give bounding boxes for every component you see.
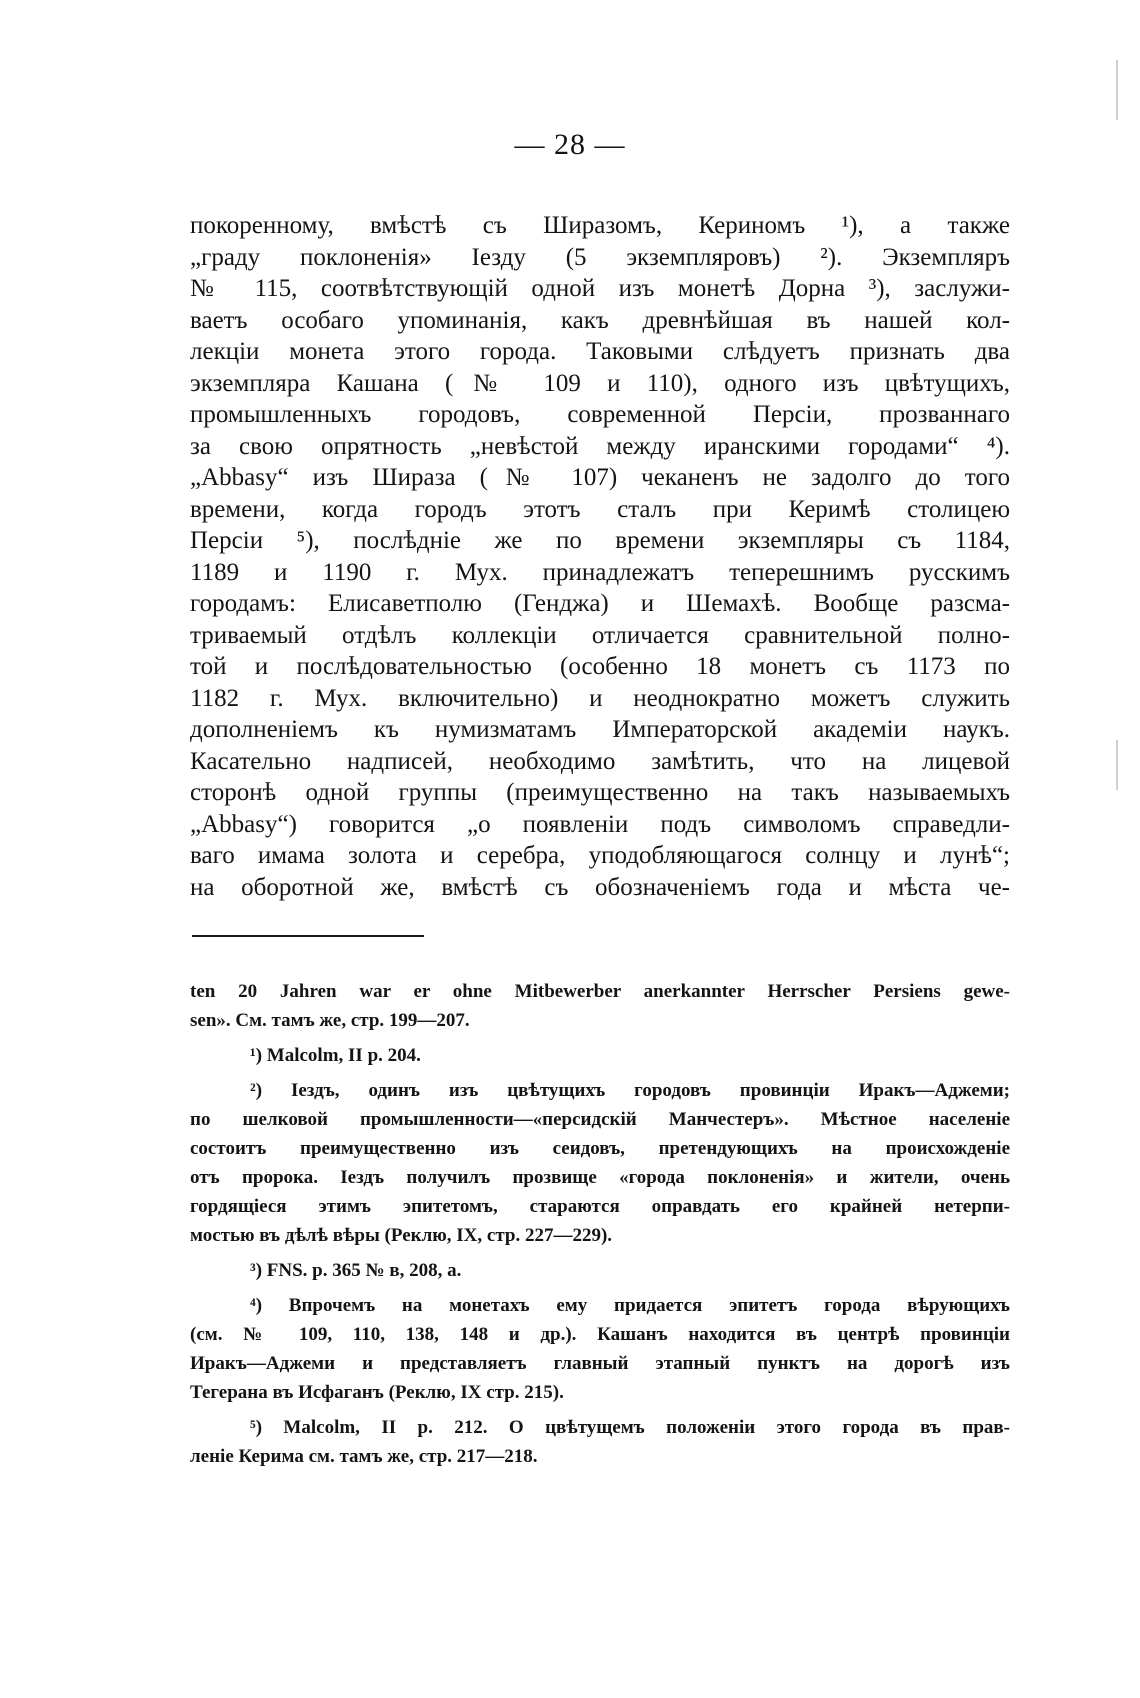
footnote-line: ¹) Malcolm, II p. 204. [250, 1045, 421, 1066]
footnote-separator [192, 935, 424, 937]
footnote-2 [190, 1076, 1010, 1250]
footnote-line: состоитъ преимущественно изъ сеидовъ, претендующихъ на происхожденіе [190, 1138, 1010, 1159]
page-number: — 28 — [514, 128, 626, 161]
footnotes-block [190, 977, 1010, 1471]
text-line: покоренному, вмѣстѣ съ Ширазомъ, Кериномъ ¹), а также [190, 212, 1010, 239]
footnote-line: гордящіеся этимъ эпитетомъ, стараются оправдать его крайней нетерпи- [190, 1196, 1010, 1217]
text-line: ваго имама золота и серебра, уподобляющагося солнцу и лунѣ“; [190, 842, 1010, 869]
footnote-line: ³) FNS. p. 365 № в, 208, а. [250, 1260, 462, 1281]
text-line: сторонѣ одной группы (преимущественно на такъ называемыхъ [190, 779, 1010, 806]
footnote-line: ⁴) Впрочемъ на монетахъ ему придается эпитетъ города вѣрующихъ [250, 1295, 1010, 1316]
footnote-3 [190, 1256, 1010, 1285]
footnote-line: sen». См. тамъ же, стр. 199—207. [190, 1010, 470, 1031]
text-line: городамъ: Елисаветполю (Генджа) и Шемахѣ. Вообще разсма- [190, 590, 1010, 617]
text-line: на оборотной же, вмѣстѣ съ обозначеніемъ года и мѣста че- [190, 873, 1010, 901]
footnote-line: по шелковой промышленности—«персидскій Манчестеръ». Мѣстное населеніе [190, 1109, 1010, 1130]
footnote-line: Иракъ—Аджеми и представляетъ главный этапный пунктъ на дорогѣ изъ [190, 1353, 1010, 1374]
footnote-line: леніе Керима см. тамъ же, стр. 217—218. [190, 1446, 538, 1467]
text-line: „граду поклоненія» Iезду (5 экземпляровъ) ²). Экземпляръ [190, 243, 1010, 271]
text-line: ваетъ особаго упоминанія, какъ древнѣйшая въ нашей кол- [190, 306, 1010, 334]
text-line: триваемый отдѣлъ коллекціи отличается сравнительной полно- [190, 621, 1010, 649]
footnote-1 [190, 1041, 1010, 1070]
text-line: за свою опрятность „невѣстой между иранскими городами“ ⁴). [190, 432, 1010, 460]
text-line: „Abbasy“) говорится „о появленіи подъ символомъ справедли- [190, 810, 1010, 838]
footnote-line: ²) Iездъ, одинъ изъ цвѣтущихъ городовъ провинціи Иракъ—Аджеми; [250, 1080, 1010, 1101]
footnote-line: ten 20 Jahren war er ohne Mitbewerber anerkannter Herrscher Persiens gewe- [190, 981, 1010, 1002]
scan-edge-mark [1116, 740, 1118, 790]
footnote-4 [190, 1291, 1010, 1407]
text-line: той и послѣдовательностью (особенно 18 монетъ съ 1173 по [190, 653, 1010, 680]
footnote-line: мостью въ дѣлѣ вѣры (Реклю, IX, стр. 227—229). [190, 1225, 613, 1246]
text-line: 1189 и 1190 г. Мух. принадлежатъ теперешнимъ русскимъ [190, 558, 1010, 586]
footnote-line: Тегерана въ Исфаганъ (Реклю, IX стр. 215). [190, 1382, 564, 1403]
text-line: Персіи ⁵), послѣдніе же по времени экземпляры съ 1184, [190, 527, 1010, 554]
footnote-5 [190, 1413, 1010, 1471]
footnote-line: ⁵) Malcolm, II p. 212. О цвѣтущемъ положеніи этого города въ прав- [250, 1417, 1010, 1438]
footnote-line: отъ пророка. Iездъ получилъ прозвище «города поклоненія» и жители, очень [190, 1167, 1010, 1188]
text-line: „Abbasy“ изъ Шираза (№ 107) чеканенъ не задолго до того [190, 464, 1010, 491]
text-line: дополненіемъ къ нумизматамъ Императорской академіи наукъ. [190, 716, 1010, 743]
text-line: № 115, соотвѣтствующій одной изъ монетѣ Дорна ³), заслужи- [190, 275, 1010, 302]
footnote-continuation [190, 977, 1010, 1035]
text-line: экземпляра Кашана (№ 109 и 110), одного изъ цвѣтущихъ, [190, 369, 1010, 397]
main-text-block [190, 210, 1010, 903]
text-line: Касательно надписей, необходимо замѣтить, что на лицевой [190, 747, 1010, 775]
footnote-line: (см. № 109, 110, 138, 148 и др.). Кашанъ находится въ центрѣ провинціи [190, 1324, 1010, 1345]
text-line: времени, когда городъ этотъ сталъ при Керимѣ столицею [190, 495, 1010, 523]
text-line: лекціи монета этого города. Таковыми слѣдуетъ признать два [190, 338, 1010, 365]
text-line: промышленныхъ городовъ, современной Персіи, прозваннаго [190, 401, 1010, 428]
scan-edge-mark [1116, 60, 1118, 120]
text-line: 1182 г. Мух. включительно) и неоднократно можетъ служить [190, 684, 1010, 712]
